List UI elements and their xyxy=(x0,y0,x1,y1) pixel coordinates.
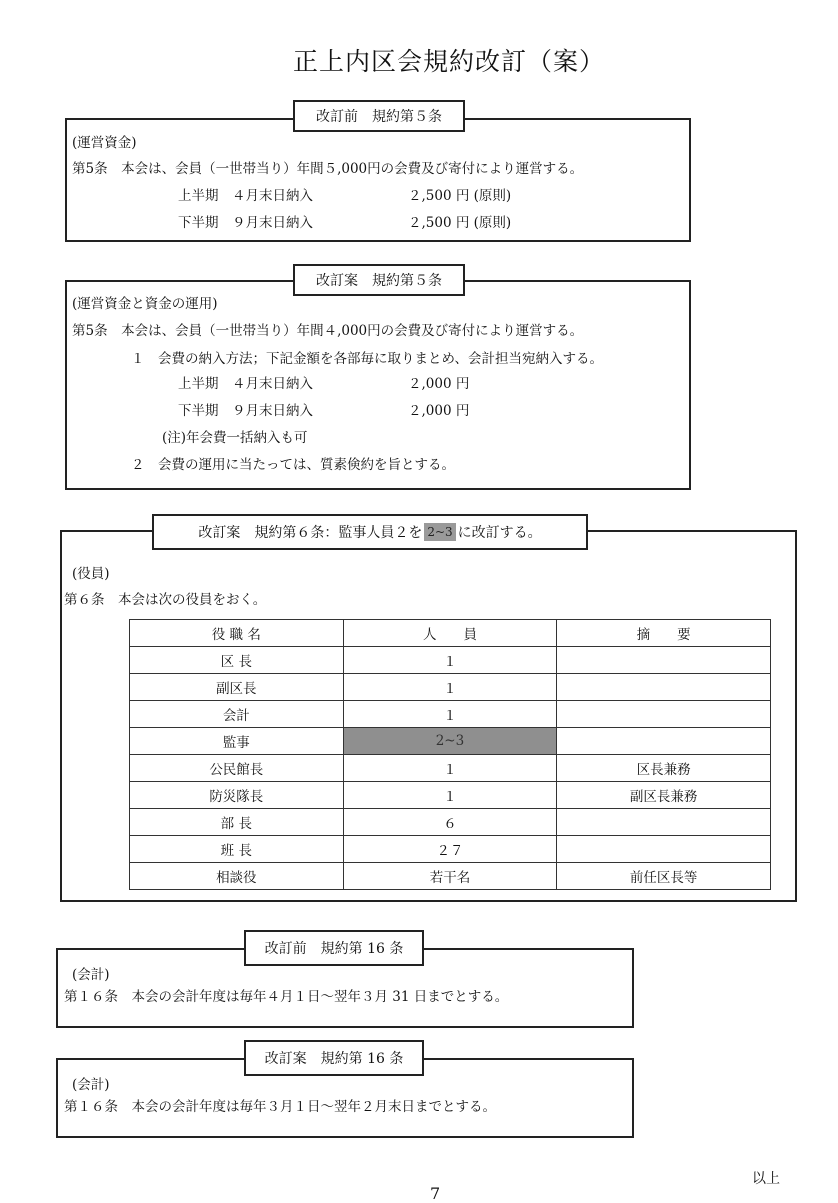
article-item: １ 会費の納入方法；下記金額を各部毎に取りまとめ、会計担当宛納入する。 xyxy=(131,351,603,367)
table-cell: 若干名 xyxy=(343,863,557,890)
column-header: 人 員 xyxy=(343,620,557,647)
table-row xyxy=(130,674,771,701)
table-cell: １ xyxy=(343,782,557,809)
table-cell xyxy=(557,674,771,701)
table-cell: 前任区長等 xyxy=(557,863,771,890)
table-cell: 副区長 xyxy=(130,674,344,701)
payment-period: 上半期 ４月末日納入 xyxy=(178,188,313,204)
section-heading: (会計) xyxy=(72,967,110,983)
table-cell: 班 長 xyxy=(130,836,344,863)
table-cell: １ xyxy=(343,755,557,782)
document-title: 正上内区会規約改訂（案） xyxy=(292,47,605,76)
section-tab-before-article16: 改訂前 規約第 16 条 xyxy=(244,930,424,966)
note-text: (注)年会費一括納入も可 xyxy=(162,430,308,446)
column-header: 役 職 名 xyxy=(130,620,344,647)
table-cell: 相談役 xyxy=(130,863,344,890)
table-cell: 監事 xyxy=(130,728,344,755)
table-cell: 公民館長 xyxy=(130,755,344,782)
payment-amount: ２,500 円 (原則) xyxy=(408,215,512,231)
page-number: 7 xyxy=(430,1184,441,1203)
tab-text: 改訂案 規約第６条：監事人員２を xyxy=(198,525,423,541)
table-row xyxy=(130,647,771,674)
table-row xyxy=(130,836,771,863)
table-cell: 区 長 xyxy=(130,647,344,674)
section-heading: (役員) xyxy=(72,566,110,582)
payment-period: 上半期 ４月末日納入 xyxy=(178,376,313,392)
table-cell: １ xyxy=(343,674,557,701)
closing-mark: 以上 xyxy=(752,1171,780,1187)
payment-period: 下半期 ９月末日納入 xyxy=(178,215,313,231)
table-row xyxy=(130,863,771,890)
table-cell: 会計 xyxy=(130,701,344,728)
column-header: 摘 要 xyxy=(557,620,771,647)
table-cell: １ xyxy=(343,647,557,674)
table-row xyxy=(130,809,771,836)
table-row xyxy=(130,728,771,755)
table-row xyxy=(130,701,771,728)
payment-period: 下半期 ９月末日納入 xyxy=(178,403,313,419)
payment-amount: ２,000 円 xyxy=(408,403,470,419)
table-header-row xyxy=(130,620,771,647)
table-cell: ６ xyxy=(343,809,557,836)
section-tab-before-article5: 改訂前 規約第５条 xyxy=(293,100,465,132)
table-row xyxy=(130,782,771,809)
article-text: 第６条 本会は次の役員をおく。 xyxy=(64,592,267,608)
section-heading: (運営資金) xyxy=(72,135,137,151)
table-cell xyxy=(557,728,771,755)
table-cell xyxy=(557,836,771,863)
table-cell xyxy=(557,809,771,836)
section-heading: (会計) xyxy=(72,1077,110,1093)
article-text: 第5条 本会は、会員（一世帯当り）年間４,000円の会費及び寄付により運営する。 xyxy=(72,323,584,339)
payment-amount: ２,000 円 xyxy=(408,376,470,392)
table-cell: 防災隊長 xyxy=(130,782,344,809)
table-cell: 部 長 xyxy=(130,809,344,836)
officers-table xyxy=(129,619,771,890)
table-cell xyxy=(557,701,771,728)
table-cell xyxy=(557,647,771,674)
tab-text: に改訂する。 xyxy=(457,525,542,541)
highlighted-value: 2~3 xyxy=(424,523,455,541)
section-tab-proposed-article6 xyxy=(152,514,588,550)
payment-amount: ２,500 円 (原則) xyxy=(408,188,512,204)
highlighted-cell: 2~3 xyxy=(343,728,557,755)
table-row xyxy=(130,755,771,782)
table-cell: 区長兼務 xyxy=(557,755,771,782)
article-text: 第5条 本会は、会員（一世帯当り）年間５,000円の会費及び寄付により運営する。 xyxy=(72,161,584,177)
table-cell: ２７ xyxy=(343,836,557,863)
article-text: 第１６条 本会の会計年度は毎年３月１日～翌年２月末日までとする。 xyxy=(64,1099,496,1115)
section-tab-proposed-article16: 改訂案 規約第 16 条 xyxy=(244,1040,424,1076)
article-item: ２ 会費の運用に当たっては、質素倹約を旨とする。 xyxy=(131,457,455,473)
section-tab-proposed-article5: 改訂案 規約第５条 xyxy=(293,264,465,296)
table-cell: １ xyxy=(343,701,557,728)
section-heading: (運営資金と資金の運用) xyxy=(72,296,218,312)
section-before-article5 xyxy=(65,118,691,242)
table-cell: 副区長兼務 xyxy=(557,782,771,809)
article-text: 第１６条 本会の会計年度は毎年４月１日～翌年３月 31 日までとする。 xyxy=(64,989,509,1005)
